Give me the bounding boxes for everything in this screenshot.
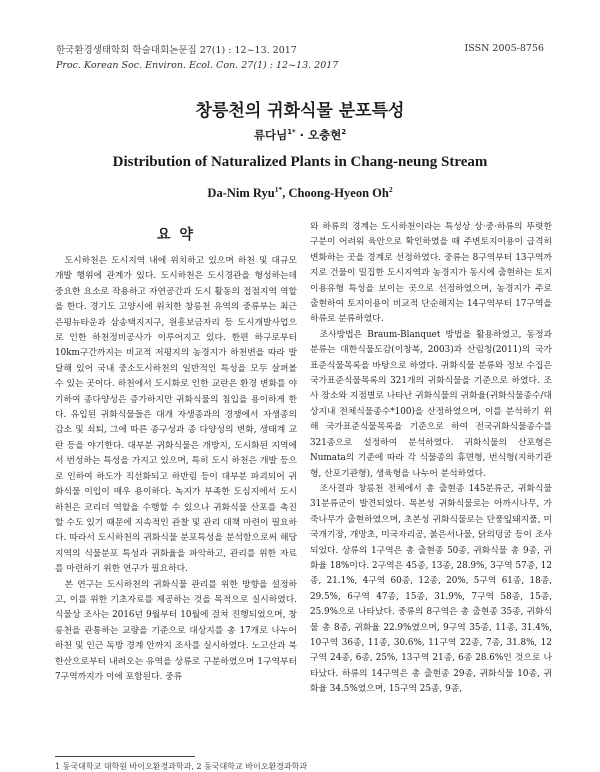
paragraph-intro: 도시하천은 도시지역 내에 위치하고 있으며 하천 및 대규모 개발 행위에 관계가 있다. 도시하천은 도시경관을 형성하는데 중요한 요소로 작용하고 자연공간과 도시 활동의 접점지역 역할을 한다. 경기도 고양시에 위치한 창릉천 유역의 중류부는 최근 은평뉴타운과 삼송택지지구, 원흥보금자리 등 도시개발사업으로 인한 하천정비공사가 이루어지고 있다. 한편 하구로부터 10km구간까지는 비교적 저평지의 농경지가 하천변을 따라 발달해 있어 국내 중소도시하천의 일반적인 특성을 모두 살펴볼 수 있는 곳이다. 하천에서 도시화로 인한 교란은 환경 변화를 야기하여 종다양성은 증가하지만 귀화식물의 침입을 용이하게 한다. 유입된 귀화식물들은 대개 자생종과의 경쟁에서 자생종의 감소 및 쇠퇴, 그에 따른 종구성과 종 다양성의 변화, 생태계 교란 등을 야기한다. 대부분 귀화식물은 개방지, 도시화된 지역에서 번성하는 특성을 가지고 있으며, 특히 도시 하천은 개발 등으로 인하여 하도가 직선화되고 하반림 등이 대부분 파괴되어 귀화식물 이입이 매우 용이하다. 녹지가 부족한 도심지에서 도시 하천은 코리더 역할을 수행할 수 있으나 귀화식물 산포를 촉진할 수도 있기 때문에 지속적인 관찰 및 관리 대책 마련이 필요하다. 따라서 도시하천의 귀화식물 분포특성을 분석함으로써 해당 지역의 식물분포 특성과 귀화율을 파악하고, 관리를 위한 자료를 마련하기 위한 연구가 필요하다. [55, 256, 297, 575]
authors-korean [0, 127, 600, 143]
paragraph-purpose: 본 연구는 도시하천의 귀화식물 관리를 위한 방향을 설정하고, 이를 위한 기초자료를 제공하는 것을 목적으로 실시하였다. 식물상 조사는 2016년 9월부터 10월에 걸쳐 진행되었으며, 창릉천을 관통하는 교량을 기준으로 대상지를 총 17개로 나누어 하천 및 인근 독방 경계 안까지 조사를 실시하였다. 노고산과 북한산으로부터 내려오는 유역을 상류로 구분하였으며 1구역부터 7구역까지가 이에 포함된다. 중류 [55, 579, 297, 682]
journal-header [56, 43, 338, 73]
title-english: Distribution of Naturalized Plants in Chang-neung Stream [112, 154, 488, 170]
author-1-affiliation-mark-en: 1* [274, 184, 283, 194]
abstract-heading: 요 약 [157, 227, 195, 243]
author-2-affiliation-mark: 2 [341, 128, 347, 137]
right-column [310, 220, 552, 698]
paragraph-continued: 와 하류의 경계는 도시하천이라는 특성상 상·중·하류의 뚜렷한 구분이 어려워 육안으로 확인하였을 때 주변토지이용이 급격히 변화하는 곳을 경계로 선정하였다. 중류는 8구역부터 13구역까지로 건물이 밀집한 도시지역과 농경지가 동시에 출현하는 토지이용유형 특성을 보이는 곳으로 선정하였으며, 농경지가 주로 출현하여 토지이용이 비교적 단순해지는 14구역부터 17구역을 하류로 분류하였다. [310, 222, 552, 325]
journal-citation-en: Proc. Korean Soc. Environ. Ecol. Con. 27(1) : 12~13. 2017 [56, 60, 339, 71]
paragraph-methods: 조사방법은 Braum-Blanquet 방법을 활용하였고, 동정과 분류는 대한식물도감(이창복, 2003)과 산림청(2011)의 국가표준식물목록을 바탕으로 하였다. 귀화식물 분류와 정보 수집은 국가표준식물목록의 321개의 귀화식물을 기준으로 하였다. 조사 장소와 지점별로 나타난 귀화식물의 귀화율(귀화식물종수/대상지내 전체식물종수*100)을 산정하였으며, 이를 분석하기 위해 국가표준식물목록을 기준으로 하여 전국귀화식물종수를 321종으로 설정하여 분석하였다. 귀화식물의 산포형은 Numata의 기준에 따라 각 식물종의 휴면형, 번식형(지하기관형, 산포기관형), 생육형을 나누어 분석하였다. [310, 329, 552, 479]
affiliation-footnote: 1 동국대학교 대학원 바이오환경과학과, 2 동국대학교 바이오환경과학과 [55, 762, 308, 771]
author-1-affiliation-mark: 1* [287, 128, 296, 137]
author-separator: · [295, 128, 308, 142]
left-column [55, 254, 297, 685]
footnote-rule [55, 756, 195, 757]
author-separator-en: , [282, 186, 289, 200]
issn: ISSN 2005-8756 [464, 43, 544, 54]
paragraph-results: 조사결과 창릉천 전체에서 총 출현종 145분류군, 귀화식물 31분류군이 발견되었다. 목본성 귀화식물로는 아까시나무, 가죽나무가 출현하였으며, 초본성 귀화식물로는 단풍잎돼지풀, 미국개기장, 개망초, 미국자리공, 붉은서나물, 닭의덩굴 등이 조사되었다. 상류의 1구역은 총 출현종 50종, 귀화식물 총 9종, 귀화율 18%이다. 2구역은 45종, 13종, 28.9%, 3구역 57종, 12종, 21.1%, 4구역 60종, 12종, 20%, 5구역 61종, 18종, 29.5%, 6구역 47종, 15종, 31.9%, 7구역 58종, 15종, 25.9%으로 나타났다. 중류의 8구역은 총 출현종 35종, 귀화식물 총 8종, 귀화율 22.9%였으며, 9구역 35종, 11종, 31.4%, 10구역 36종, 11종, 30.6%, 11구역 22종, 7종, 31.8%, 12구역 24종, 6종, 25%, 13구역 21종, 6종 28.6%인 것으로 나타났다. 하류의 14구역은 총 출현종 29종, 귀화식물 10종, 귀화율 34.5%였으며, 15구역 25종, 9종, [310, 483, 552, 695]
author-1-name: 류다님 [253, 128, 288, 142]
author-2-affiliation-mark-en: 2 [388, 184, 393, 194]
author-2-name: 오충현 [308, 128, 342, 142]
journal-citation-ko: 한국환경생태학회 학술대회논문집 27(1) : 12~13. 2017 [56, 45, 297, 56]
author-1-name-en: Da-Nim Ryu [207, 186, 275, 200]
authors-english [0, 186, 600, 201]
author-2-name-en: Choong-Hyeon Oh [288, 186, 389, 200]
title-korean: 창릉천의 귀화식물 분포특성 [195, 101, 405, 121]
